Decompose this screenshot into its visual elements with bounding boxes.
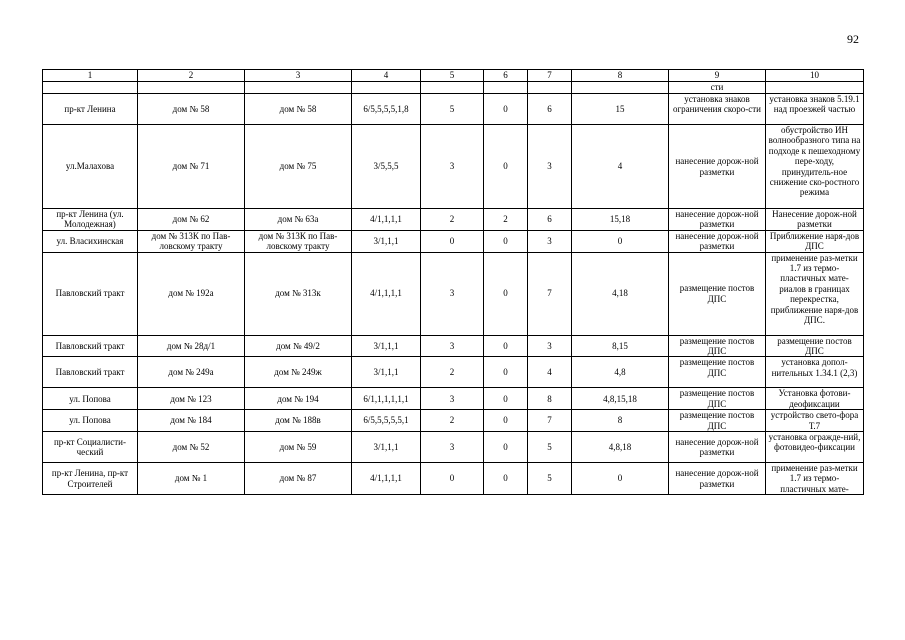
column-header: 7	[528, 70, 572, 82]
column-header: 10	[766, 70, 864, 82]
table-row	[43, 463, 864, 495]
table-cell: дом № 313к	[245, 252, 352, 335]
table-cell	[528, 82, 572, 94]
table-cell: 3	[421, 388, 484, 410]
table-cell: дом № 49/2	[245, 335, 352, 357]
table-cell: 3	[421, 432, 484, 463]
table-cell: установка допол-нительных 1.34.1 (2,3)	[766, 357, 864, 388]
table-cell	[484, 82, 528, 94]
table-cell: 2	[484, 209, 528, 231]
table-cell: установка знаков ограничения скоро-сти	[669, 94, 766, 125]
table-cell: 3	[421, 125, 484, 209]
column-header: 2	[138, 70, 245, 82]
table-cell: нанесение дорож-ной разметки	[669, 230, 766, 252]
continuation-row	[43, 82, 864, 94]
table-cell: 7	[528, 252, 572, 335]
table-cell: пр-кт Социалисти-ческий	[43, 432, 138, 463]
table-cell: установка огражде-ний, фотовидео-фиксации	[766, 432, 864, 463]
table-cell: 15	[572, 94, 669, 125]
table-cell: 2	[421, 357, 484, 388]
table-cell: размещение постов ДПС	[669, 357, 766, 388]
table-cell: 0	[421, 463, 484, 495]
table-cell: 5	[528, 463, 572, 495]
table-cell: 3/1,1,1	[352, 432, 421, 463]
table-cell: 4/1,1,1,1	[352, 209, 421, 231]
table-cell: 6/1,1,1,1,1,1	[352, 388, 421, 410]
table-row	[43, 335, 864, 357]
table-cell: 7	[528, 410, 572, 432]
table-cell: нанесение дорож-ной разметки	[669, 125, 766, 209]
table-cell: применение раз-метки 1.7 из термо-пластичных мате-	[766, 463, 864, 495]
table-cell: 3/1,1,1	[352, 335, 421, 357]
table-cell: Павловский тракт	[43, 252, 138, 335]
table-cell: размещение постов ДПС	[669, 410, 766, 432]
table-row	[43, 410, 864, 432]
column-header: 8	[572, 70, 669, 82]
table-cell: 3/5,5,5	[352, 125, 421, 209]
table-cell: 6/5,5,5,5,5,1	[352, 410, 421, 432]
table-cell: 3	[421, 252, 484, 335]
table-cell: 4,8	[572, 357, 669, 388]
column-header: 4	[352, 70, 421, 82]
column-header: 3	[245, 70, 352, 82]
table-cell: размещение постов ДПС	[669, 252, 766, 335]
table-cell	[138, 82, 245, 94]
table-row	[43, 432, 864, 463]
table-cell: пр-кт Ленина, пр-кт Строителей	[43, 463, 138, 495]
table-cell: 0	[484, 230, 528, 252]
table-cell: нанесение дорож-ной разметки	[669, 432, 766, 463]
table-cell: ул.Малахова	[43, 125, 138, 209]
table-cell: дом № 87	[245, 463, 352, 495]
table-row	[43, 357, 864, 388]
table-cell: дом № 194	[245, 388, 352, 410]
table-cell: 3/1,1,1	[352, 230, 421, 252]
table-cell: 5	[421, 94, 484, 125]
table-cell: 0	[484, 125, 528, 209]
table-row	[43, 388, 864, 410]
table-cell: 5	[528, 432, 572, 463]
column-header: 6	[484, 70, 528, 82]
table-cell: дом № 52	[138, 432, 245, 463]
table-cell: дом № 249ж	[245, 357, 352, 388]
table-cell: 4,8,15,18	[572, 388, 669, 410]
table-cell: 0	[484, 94, 528, 125]
table-cell: 2	[421, 410, 484, 432]
table-cell: применение раз-метки 1.7 из термо-пластичных мате-риалов в границах перекрестка, приближение наря-дов ДПС.	[766, 252, 864, 335]
table-cell: 8	[572, 410, 669, 432]
table-row	[43, 125, 864, 209]
table-cell	[421, 82, 484, 94]
table-cell: Установка фотови-деофиксации	[766, 388, 864, 410]
table-cell: пр-кт Ленина (ул. Молодежная)	[43, 209, 138, 231]
table-row	[43, 94, 864, 125]
table-cell: Павловский тракт	[43, 357, 138, 388]
table-cell: дом № 63а	[245, 209, 352, 231]
column-number-row	[43, 70, 864, 82]
table-cell: 3/1,1,1	[352, 357, 421, 388]
table-cell: 0	[484, 463, 528, 495]
table-cell: Павловский тракт	[43, 335, 138, 357]
table-cell: 6/5,5,5,5,1,8	[352, 94, 421, 125]
column-header: 9	[669, 70, 766, 82]
table-cell: Нанесение дорож-ной разметки	[766, 209, 864, 231]
data-table	[42, 69, 864, 495]
table-cell: размещение постов ДПС	[669, 335, 766, 357]
table-cell: 0	[484, 335, 528, 357]
table-cell: 6	[528, 209, 572, 231]
table-cell: 3	[528, 125, 572, 209]
table-cell: сти	[669, 82, 766, 94]
table-cell: дом № 62	[138, 209, 245, 231]
table-row	[43, 209, 864, 231]
table-row	[43, 230, 864, 252]
table-cell: 3	[421, 335, 484, 357]
table-cell: 6	[528, 94, 572, 125]
table-cell: дом № 58	[245, 94, 352, 125]
table-cell: дом № 1	[138, 463, 245, 495]
table-cell: дом № 249а	[138, 357, 245, 388]
table-cell: дом № 188в	[245, 410, 352, 432]
table-cell: ул. Власихинская	[43, 230, 138, 252]
table-cell: дом № 75	[245, 125, 352, 209]
table-cell: 4	[572, 125, 669, 209]
table-cell	[572, 82, 669, 94]
column-header: 5	[421, 70, 484, 82]
table-cell: 0	[484, 357, 528, 388]
table-cell: установка знаков 5.19.1 над проезжей частью	[766, 94, 864, 125]
table-cell	[43, 82, 138, 94]
table-cell: 4/1,1,1,1	[352, 463, 421, 495]
table-cell: 4/1,1,1,1	[352, 252, 421, 335]
table-cell: дом № 313К по Пав-ловскому тракту	[138, 230, 245, 252]
table-cell: устройство свето-фора Т.7	[766, 410, 864, 432]
table-cell	[766, 82, 864, 94]
table-cell: 15,18	[572, 209, 669, 231]
table-cell: 0	[572, 230, 669, 252]
table-cell: дом № 58	[138, 94, 245, 125]
table-cell: 0	[484, 388, 528, 410]
table-cell: 3	[528, 335, 572, 357]
table-cell: нанесение дорож-ной разметки	[669, 209, 766, 231]
table-cell: дом № 71	[138, 125, 245, 209]
column-header: 1	[43, 70, 138, 82]
table-cell: размещение постов ДПС	[669, 388, 766, 410]
table-cell: дом № 59	[245, 432, 352, 463]
table-cell: дом № 28д/1	[138, 335, 245, 357]
table-cell: 8	[528, 388, 572, 410]
table-cell: ул. Попова	[43, 388, 138, 410]
table-cell: 0	[484, 252, 528, 335]
table-row	[43, 252, 864, 335]
table-cell: ул. Попова	[43, 410, 138, 432]
table-cell: 8,15	[572, 335, 669, 357]
table-cell: дом № 192а	[138, 252, 245, 335]
table-cell: Приближение наря-дов ДПС	[766, 230, 864, 252]
table-cell	[245, 82, 352, 94]
table-cell: 0	[484, 432, 528, 463]
table-cell: 4,18	[572, 252, 669, 335]
table-cell: дом № 313К по Пав-ловскому тракту	[245, 230, 352, 252]
table-cell: 0	[572, 463, 669, 495]
page-number: 92	[847, 32, 859, 46]
table-cell: 3	[528, 230, 572, 252]
table-cell: 2	[421, 209, 484, 231]
table-cell: 4,8,18	[572, 432, 669, 463]
table-cell: дом № 184	[138, 410, 245, 432]
table-cell: нанесение дорож-ной разметки	[669, 463, 766, 495]
table-cell: обустройство ИН волнообразного типа на подходе к пешеходному пере-ходу, принудитель-ное снижение ско-ростного режима	[766, 125, 864, 209]
table-cell: размещение постов ДПС	[766, 335, 864, 357]
table-cell	[352, 82, 421, 94]
table-cell: дом № 123	[138, 388, 245, 410]
table-body	[43, 94, 864, 495]
table-cell: 4	[528, 357, 572, 388]
table-cell: 0	[421, 230, 484, 252]
table-header	[43, 70, 864, 82]
table-cell: 0	[484, 410, 528, 432]
table-cell: пр-кт Ленина	[43, 94, 138, 125]
